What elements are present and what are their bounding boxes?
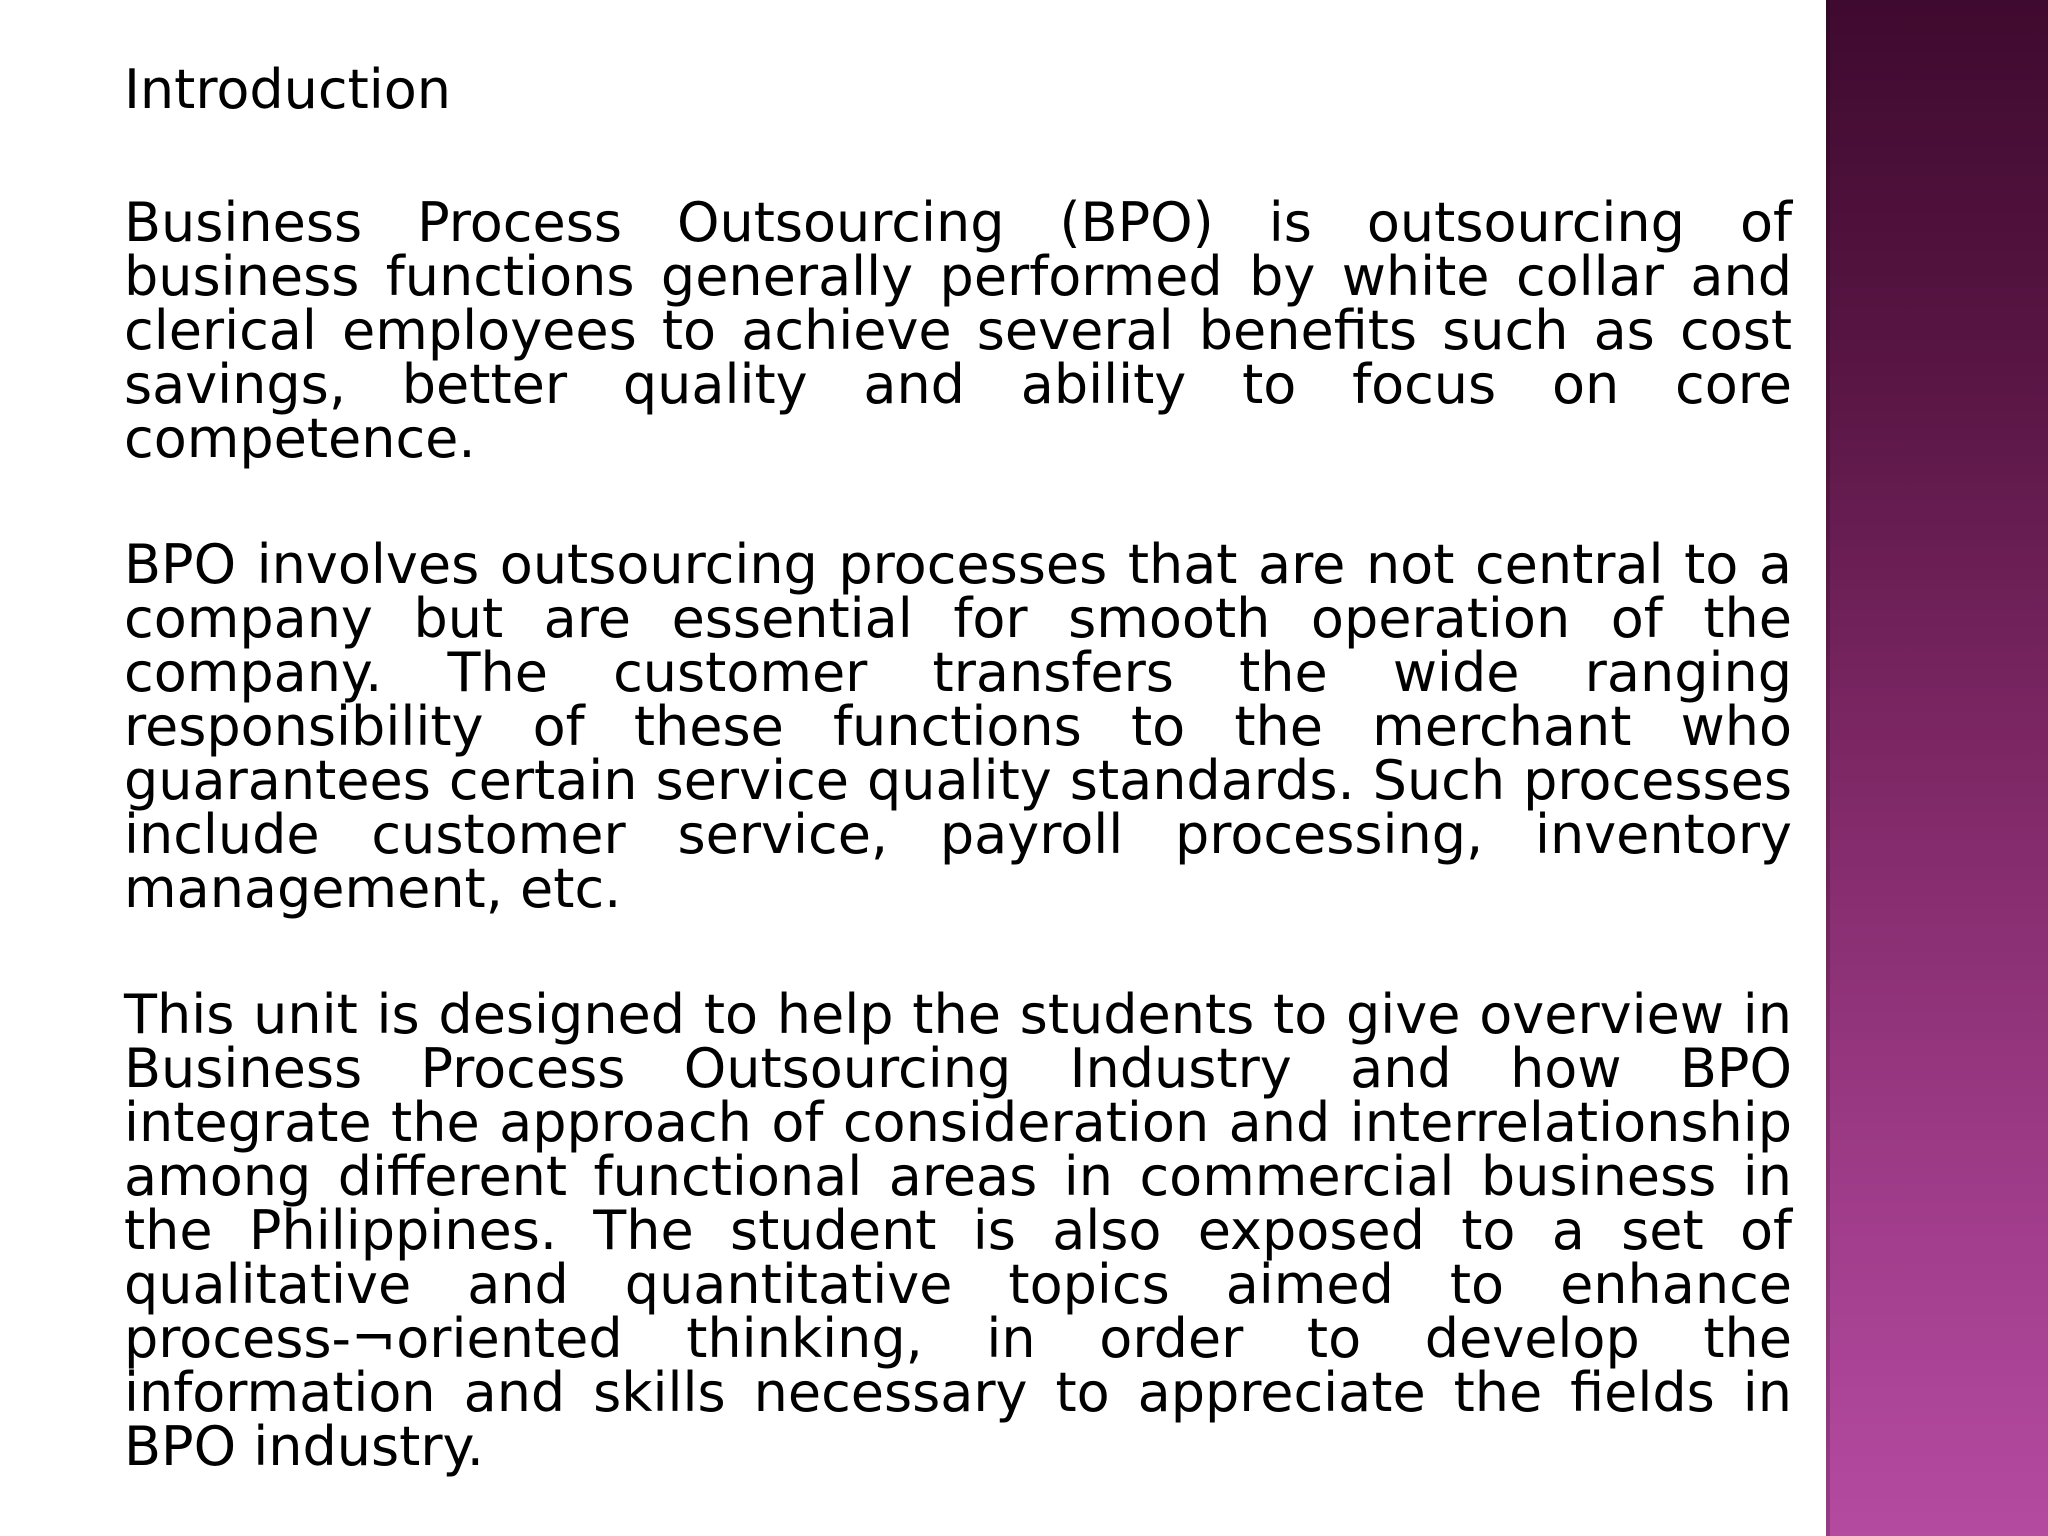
paragraph-unit-overview: This unit is designed to help the students to give overview in Business Process Outsourcing Industry and how BPO integrate the approach of consideration and interrelationship among different functional areas in commercial business in the Philippines. The student is also exposed to a set of qualitative and quantitative topics aimed to enhance process-¬oriented thinking, in order to develop the information and skills necessary to appreciate the fields in BPO industry. bbox=[124, 983, 1792, 1478]
decorative-side-band bbox=[1826, 0, 2048, 1536]
slide-content bbox=[124, 56, 1792, 1478]
paragraph-bpo-processes: BPO involves outsourcing processes that are not central to a company but are essential for smooth operation of the company. The customer transfers the wide ranging responsibility of these functions to the merchant who guarantees certain service quality standards. Such processes include customer service, payroll processing, inventory management, etc. bbox=[124, 533, 1792, 920]
paragraph-bpo-definition: Business Process Outsourcing (BPO) is outsourcing of business functions generally performed by white collar and clerical employees to achieve several benefits such as cost savings, better quality and ability to focus on core competence. bbox=[124, 191, 1792, 470]
side-band-edge bbox=[1826, 0, 1830, 1536]
slide-heading: Introduction bbox=[124, 58, 452, 121]
